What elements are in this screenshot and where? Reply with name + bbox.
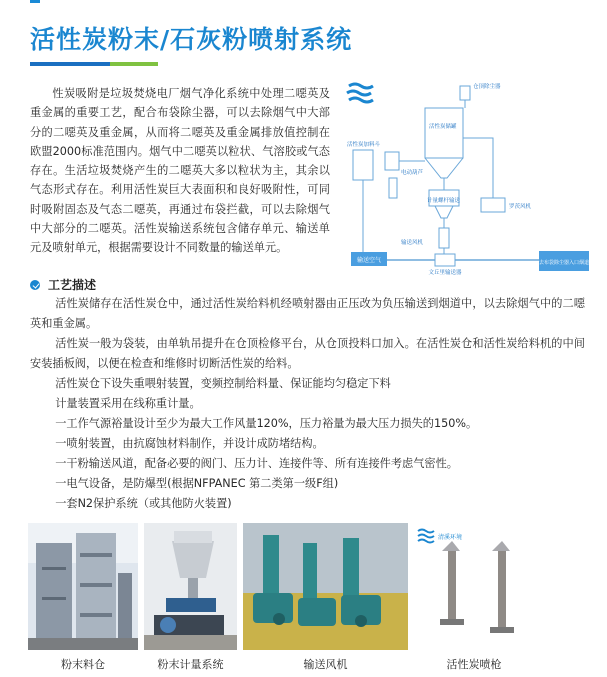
photo-caption: 粉末料仓	[61, 658, 105, 671]
intro-paragraph: 性炭吸附是垃圾焚烧电厂烟气净化系统中处理二噁英及重金属的重要工艺，配合布袋除尘器，可以去除烟气中大部分的二噁英及重金属，从而将二噁英及重金属排放值控制在欧盟2000标准范围内。烟气中二噁英以粒状、气溶胶或气态存在。生活垃圾焚烧产生的二噁英大多以粒状为主，其余以气态形式存在。利用活性炭巨大表面积和良好吸附性，可同时吸附固态及气态二噁英，再通过布袋拦截，可以去除烟气中大部分的二噁英。活性炭输送系统包含储存单元、输送单元及喷射单元，根据需要设计不同数量的输送单元。	[30, 87, 330, 255]
desc-paragraph: 计量装置采用在线称重计量。	[55, 397, 201, 410]
lift-chain	[389, 178, 397, 198]
blower-photo	[243, 523, 408, 650]
check-bullet-icon	[30, 280, 40, 290]
lance-photo	[414, 523, 534, 650]
page-title: 活性炭粉末/石灰粉喷射系统	[30, 25, 353, 54]
lift-shape	[385, 152, 399, 170]
watermark-text: 清溪环境	[438, 534, 463, 541]
desc-paragraph: 活性炭仓下设失重喂射装置，变频控制给料量、保证能均匀稳定下料	[55, 377, 391, 390]
process-flow-diagram	[343, 78, 593, 283]
silo-shape	[425, 108, 463, 158]
desc-paragraph: 一电气设备，是防爆型(根据NFPANEC 第二类第一级F组)	[55, 477, 339, 490]
silo-cone	[425, 158, 463, 178]
section-heading-text: 工艺描述	[48, 278, 97, 292]
photo-caption: 粉末计量系统	[157, 658, 224, 671]
top-accent-mark	[30, 0, 40, 3]
diagram-label-flue: 去布袋除尘器入口烟道	[538, 260, 590, 266]
dust-collector-shape	[460, 86, 470, 100]
diagram-label-silo-body: 活性炭储罐	[429, 124, 457, 130]
photo-caption: 输送风机	[303, 658, 348, 671]
desc-paragraph: 活性炭一般为袋装，由单轨吊提升在仓顶检修平台，从仓顶投料口加入。在活性炭仓和活性炭给料机的中间安装插板阀，以便在检查和维修时切断活性炭的给料。	[30, 337, 585, 370]
desc-paragraph: 一工作气源裕量设计至少为最大工作风量120%，压力裕量为最大压力损失的150%。	[55, 417, 478, 430]
diagram-label-feeder: 计量螺杆输送	[427, 198, 461, 204]
title-underline	[30, 62, 158, 66]
diagram-label-fan: 输送风机	[401, 240, 424, 246]
process-description	[30, 294, 585, 514]
diagram-label-air: 输送空气	[356, 257, 382, 264]
underline-green	[110, 62, 158, 66]
silo-photo	[28, 523, 138, 650]
hopper-shape	[353, 150, 373, 180]
diagram-label-lift: 电动葫芦	[401, 170, 424, 176]
venturi-box	[435, 254, 455, 266]
desc-paragraph: 一干粉输送风道，配备必要的阀门、压力计、连接件等、所有连接件考虑气密性。	[55, 457, 458, 470]
diagram-label-blower: 罗茨风机	[509, 204, 532, 210]
photo-caption: 活性炭喷枪	[446, 658, 502, 671]
desc-paragraph: 一喷射装置，由抗腐蚀材料制作，并设计成防堵结构。	[55, 437, 324, 450]
company-logo-icon	[347, 84, 373, 102]
blower-shape	[481, 198, 505, 212]
underline-blue	[30, 62, 110, 66]
diagram-label-silo: 仓顶除尘器	[473, 84, 501, 90]
desc-paragraph: 一套N2保护系统（或其他防火装置)	[55, 497, 232, 510]
desc-paragraph: 活性炭储存在活性炭仓中，通过活性炭给料机经喷射器由正压改为负压输送到烟道中，以去除烟气中的二噁英和重金属。	[30, 297, 585, 330]
diagram-label-hopper: 活性炭加料斗	[347, 142, 381, 148]
section-heading	[30, 276, 96, 293]
diagram-label-valve: 文丘里输送器	[428, 270, 462, 276]
metering-shape	[439, 228, 449, 248]
metering-photo	[144, 523, 237, 650]
